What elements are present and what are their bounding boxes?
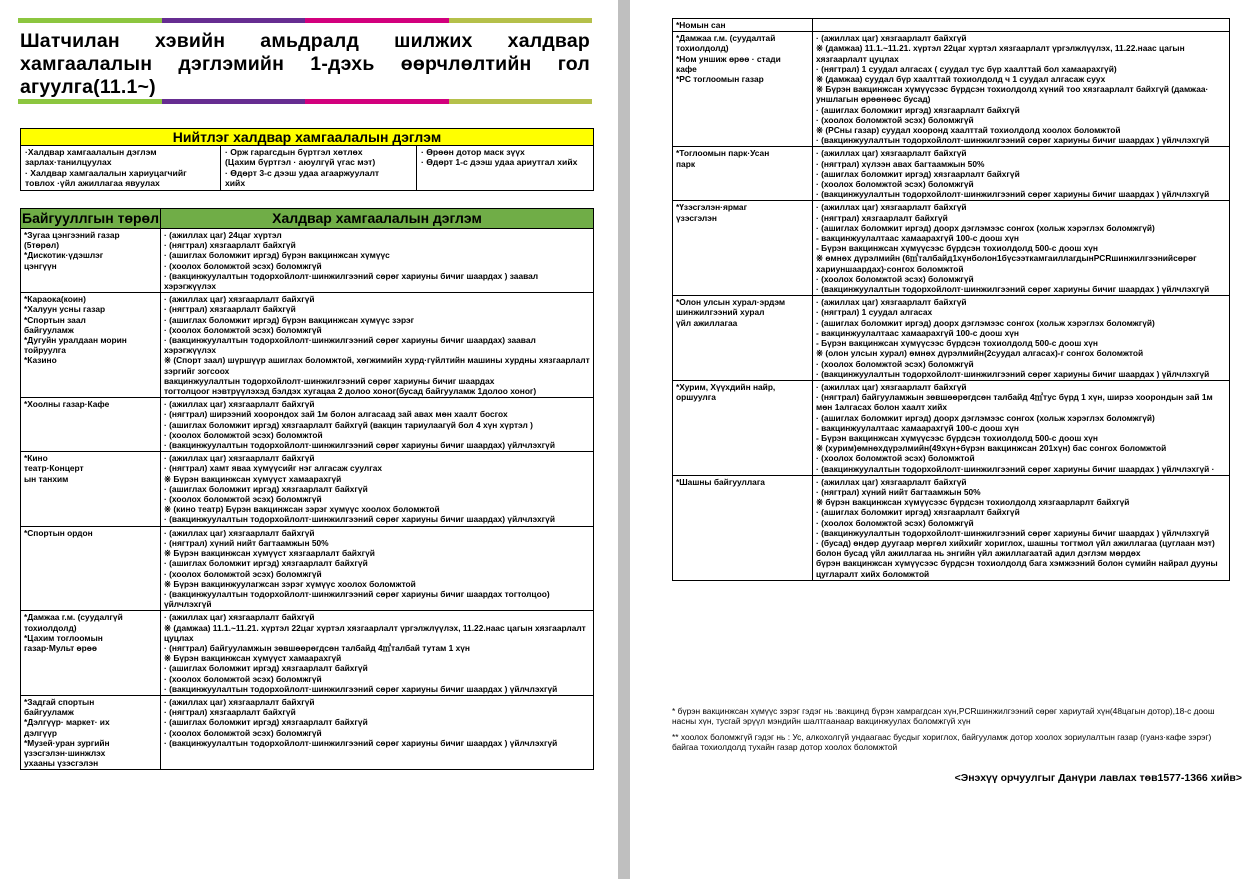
- rule-line: · (нягтрал) 1 суудал алгасах: [816, 307, 933, 318]
- rule-line: · (нягтрал) байгууламжын зөвшөөрөгдсөн талбайд 4㎡тус бүрд 1 хүн, ширээ хоорондын зай 1м мөн 1алгасах болон хаалт хийх: [816, 392, 1213, 413]
- rule-line: · (ашиглах боломжит иргэд) хязгаарлалт байхгүй: [164, 558, 368, 569]
- table-row: [21, 695, 594, 769]
- general-item: · Өдөрт 1-с дээш удаа ариутгал хийх: [421, 157, 578, 168]
- table-row: [21, 229, 594, 293]
- rule-line: · (ажиллах цаг) хязгаарлалт байхгүй: [816, 33, 967, 44]
- rule-line: · (хоолох боломжтой эсэх) боломжгүй: [164, 324, 322, 335]
- rule-line: · (вакцинжуулалтын тодорхойлолт·шинжилгээний сөрөг хариуны бичиг шаардах ) үйлчлэхгүй: [816, 527, 1210, 538]
- facility-type: *Казино: [24, 355, 57, 366]
- facility-type-cell: [673, 201, 813, 296]
- facility-type: *Хурим, Хүүхдийн найр, оршуулга: [676, 381, 776, 403]
- rule-line: ※ Бүрэн вакцинжсан хүмүүст хамаарахгүй: [164, 653, 342, 664]
- rule-line: · (ашиглах боломжит иргэд) бүрэн вакцинжсан хүмүүс зэрэг: [164, 314, 415, 325]
- page-title: Шатчилан хэвийн амьдралд шилжих халдвар хамгаалалын дэглэмийн 1-дэхь өөрчлөлтийн гол агуулга(11.1~): [20, 30, 590, 98]
- general-item: ·Халдвар хамгаалалын дэглэм зарлах·танилцуулах: [25, 147, 157, 168]
- rule-line: · (ажиллах цаг) хязгаарлалт байхгүй: [164, 696, 315, 707]
- rule-line: · (хоолох боломжтой эсэх) боломжгүй: [816, 358, 974, 369]
- rule-line: ※ өмнөх дүрэлмийн (6㎡талбайд1хүнболон1бүсээткамгаиллагдынPCRшинжилгээнийсөрөг хариуншаардах)·сонгох боломжтой: [816, 253, 1197, 274]
- column-header-type: Байгууллгын төрөл: [21, 209, 161, 229]
- facility-type: *Олон улсын хурал·эрдэм шинжилгээний хурал үйл ажиллагаа: [676, 297, 786, 328]
- table-row: [673, 296, 1230, 381]
- table-row: [673, 380, 1230, 475]
- rule-line: · (нягтрал) 1 суудал алгасах ( суудал тус бүр хаалттай бол хамаарахгүй): [816, 63, 1117, 74]
- rules-cell: [813, 380, 1230, 475]
- general-item: · Халдвар хамгаалалын хариуцагчийг товлох ·үйл ажиллагаа явуулах: [25, 167, 187, 189]
- rule-line: ※ (дамжаа) 11.1.~11.21. хүртэл 22цаг хүртэл хязгаарлалт үргэлжлүүлэх, 11.22.наас цагын хязгаарлалт цуцлах: [164, 622, 586, 643]
- facility-type: *Хоолны газар·Кафе: [24, 399, 110, 410]
- facility-type: *Дамжаа г.м. (суудалтай тохиолдолд): [676, 33, 776, 54]
- table-row: [673, 32, 1230, 147]
- rule-line: · (вакцинжуулалтын тодорхойлолт·шинжилгээний сөрөг хариуны бичиг шаардах ) үйлчлэхгүй: [164, 683, 558, 694]
- rules-cell: [813, 201, 1230, 296]
- rule-line: ※ Бүрэн вакцинжсан хүмүүсээс бүрдсэн тохиолдолд хүний тоо хязгаарлалт байхгүй (дамжаа· уншлагын өрөөнөөс бусад): [816, 84, 1209, 105]
- facility-type: *Задгай спортын байгууламж: [24, 696, 95, 718]
- rule-line: · (хоолох боломжтой эсэх) боломжгүй: [164, 727, 322, 738]
- rule-line: · (хоолох боломжтой эсэх) боломжгүй: [816, 273, 974, 284]
- rules-cell: [813, 32, 1230, 147]
- rule-line: · (вакцинжуулалтын тодорхойлолт·шинжилгээний сөрөг хариуны бичиг шаардах ) үйлчлэхгүй: [816, 189, 1210, 200]
- facility-type: *Караока(коин): [24, 294, 86, 305]
- rules-cell: [161, 398, 594, 452]
- rule-line: · (нягтрал) хязгаарлалт байхгүй: [164, 707, 296, 718]
- color-bar-top: [18, 18, 592, 23]
- rule-line: · (вакцинжуулалтын тодорхойлолт·шинжилгээний сөрөг хариуны бичиг шаардах ) үйлчлэхгүй ·: [816, 463, 1215, 474]
- rule-line: · (хоолох боломжтой эсэх) боломжгүй: [816, 179, 974, 190]
- rule-line: · (вакцинжуулалтын тодорхойлолт·шинжилгээний сөрөг хариуны бичиг шаардах тогтолцоо) үйлчлэхгүй: [164, 588, 550, 610]
- rules-table-right: [672, 18, 1230, 581]
- rule-line: · (нягтрал) байгууламжын зөвшөөрөгдсөн талбайд 4㎡талбай тутам 1 хүн: [164, 642, 470, 653]
- facility-type: *Дискотик·үдэшлэг цэнгүүн: [24, 250, 104, 271]
- rules-cell: [161, 611, 594, 696]
- general-item: · Орж гарагсдын бүртгэл хөтлөх (Цахим бүртгэл · аюулгүй үгас мэт): [225, 147, 376, 168]
- rules-cell: [161, 452, 594, 526]
- table-row: [21, 293, 594, 398]
- footnote-star: * бүрэн вакцинжсан хүмүүс зэрэг гэдэг нь :вакцинд бүрэн хамрагдсан хүн,PCRшинжилгээний сөрөг хариутай хүн(48цагын дотор),18-с доош насны хүн, тусгай эрүүл мэндийн шалтгаанаар вакцинжуулах боломжгүй хүн: [672, 706, 1215, 726]
- facility-type-cell: [673, 380, 813, 475]
- table-row: [673, 475, 1230, 580]
- rules-cell: [813, 19, 1230, 32]
- rule-line: · (вакцинжуулалтын тодорхойлолт·шинжилгээний сөрөг хариуны бичиг шаардах) үйлчлэхгүй: [164, 440, 555, 451]
- rule-line: ※ (дамжаа) суудал бүр хаалттай тохиолдолд ч 1 суудал алгасаж суух: [816, 74, 1106, 85]
- rule-line: ※ (Спорт заал) шүршүүр ашиглах боломжтой, хөгжимийн хурд·гүйлтийн машины хурдны хязгаарлалт зэргийг зогсоох: [164, 355, 590, 376]
- rule-line: · (ашиглах боломжит иргэд) хязгаарлалт байхгүй: [164, 663, 368, 674]
- rule-line: · (хоолох боломжтой эсэх) боломжтой: [164, 429, 323, 440]
- rule-line: · (нягтрал) хүлээн авах багтаамжын 50%: [816, 158, 985, 169]
- rule-line: · (вакцинжуулалтын тодорхойлолт·шинжилгээний сөрөг хариуны бичиг шаардах ) үйлчлэхгүй: [164, 737, 558, 748]
- facility-type: *Дамжаа г.м. (суудалгүй тохиолдолд): [24, 612, 123, 633]
- rule-line: · (ашиглах боломжит иргэд) доорх дэглэмээс сонгох (хольж хэрэглэх боломжгүй): [816, 222, 1155, 233]
- table-row: [21, 398, 594, 452]
- facility-type: *Номын сан: [676, 20, 726, 30]
- rule-line: ※ (хурим)өмнөхдүрэлмийн(49хүн+бүрэн вакцинжсан 201хүн) бас сонгох боломжтой: [816, 443, 1167, 454]
- facility-type: *Кино театр·Концерт ын танхим: [24, 453, 84, 484]
- facility-type: *Цахим тоглоомын газар·Мульт өрөө: [24, 632, 103, 653]
- rule-line: - Бүрэн вакцинжсан хүмүүсээс бүрдсэн тохиолдолд 500-с доош хүн: [816, 338, 1098, 349]
- facility-type-cell: [673, 475, 813, 580]
- rules-cell: [161, 293, 594, 398]
- rule-line: · (ашиглах боломжит иргэд) доорх дэглэмээс сонгох (хольж хэрэглэх боломжгүй): [816, 412, 1155, 423]
- rule-line: · (ажиллах цаг) хязгаарлалт байхгүй: [816, 297, 967, 308]
- rules-cell: [161, 695, 594, 769]
- facility-type: *Үзэсгэлэн·ярмаг үзэсгэлэн: [676, 202, 748, 223]
- rule-line: · (хоолох боломжтой эсэх) боломжгүй: [164, 494, 322, 505]
- rules-cell: [813, 296, 1230, 381]
- rule-line: · (нягтрал) хүний нийт багтаамжын 50%: [164, 537, 329, 548]
- rule-line: · (ашиглах боломжит иргэд) доорх дэглэмээс сонгох (хольж хэрэглэх боломжгүй): [816, 317, 1155, 328]
- rule-line: · (ажиллах цаг) хязгаарлалт байхгүй: [164, 294, 315, 305]
- rule-line: · (ашиглах боломжит иргэд) хязгаарлалт байхгүй: [816, 507, 1020, 518]
- facility-type-cell: [673, 32, 813, 147]
- rule-line: · (ашиглах боломжит иргэд) хязгаарлалт байхгүй: [816, 168, 1020, 179]
- rule-line: · (хоолох боломжтой эсэх) боломжгүй: [816, 114, 974, 125]
- rule-line: · (хоолох боломжтой эсэх) боломжтой: [816, 453, 975, 464]
- table-row: [21, 452, 594, 526]
- rule-line: ※ (PCны газар) суудал хооронд хаалттай тохиолдолд хоолох боломжтой: [816, 125, 1121, 136]
- rule-line: · (нягтрал) ширээний хоорондох зай 1м болон алгасаад зай авах мөн хаалт босгох: [164, 409, 508, 420]
- rule-line: ※ (дамжаа) 11.1.~11.21. хүртэл 22цаг хүртэл хязгаарлалт үргэлжлүүлэх, 11.22.наас цагын хязгаарлалт цуцлах: [816, 43, 1185, 64]
- rule-line: · (хоолох боломжтой эсэх) боломжгүй: [164, 673, 322, 684]
- rule-line: · (ашиглах боломжит иргэд) хязгаарлалт байхгүй (вакцин тариулаагүй бол 4 хүн хүртэл ): [164, 419, 533, 430]
- rule-line: ※ Бүрэн вакцинжуулагжсан зэрэг хүмүүс хоолох боломжтой: [164, 578, 416, 589]
- rule-line: · (вакцинжуулалтын тодорхойлолт·шинжилгээний сөрөг хариуны бичиг шаардах) заавал хэрэгжүүлэх: [164, 335, 536, 356]
- rule-line: · (ажиллах цаг) хязгаарлалт байхгүй: [816, 202, 967, 213]
- facility-type-cell: [21, 398, 161, 452]
- rule-line: ※ Бүрэн вакцинжсан хүмүүст хязгаарлалт байхгүй: [164, 548, 375, 559]
- rule-line: · (ашиглах боломжит иргэд) хязгаарлалт байхгүй: [164, 483, 368, 494]
- rule-line: - вакцинжуулалтаас хамаарахгүй 100-с доош хүн: [816, 327, 1019, 338]
- rule-line: вакцинжуулалтын тодорхойлолт·шинжилгээний сөрөг хариуны бичиг шаардах: [164, 375, 495, 386]
- general-rules-header: Нийтлэг халдвар хамгаалалын дэглэм: [21, 129, 593, 146]
- translation-credit: <Энэхүү орчуулгыг Данүри лавлах төв1577-1366 хийв>: [954, 772, 1242, 784]
- facility-type: *Шашны байгууллага: [676, 476, 765, 487]
- rule-line: · (ашиглах боломжит иргэд) хязгаарлалт байхгүй: [816, 104, 1020, 115]
- rule-line: - вакцинжуулалтаас хамаарахгүй 100-с доош хүн: [816, 422, 1019, 433]
- rule-line: · (нягтрал) хязгаарлалт байхгүй: [164, 240, 296, 251]
- rule-line: · (вакцинжуулалтын тодорхойлолт·шинжилгээний сөрөг хариуны бичиг шаардах ) үйлчлэхгүй: [816, 368, 1210, 379]
- facility-type: *Спортын ордон: [24, 527, 93, 538]
- rules-cell: [813, 147, 1230, 201]
- rule-line: · (нягтрал) хязгаарлалт байхгүй: [164, 304, 296, 315]
- rule-line: · (хоолох боломжтой эсэх) боломжгүй: [816, 517, 974, 528]
- facility-type: *Дугуйн уралдаан морин тойруулга: [24, 335, 127, 356]
- general-col-2: [221, 146, 417, 190]
- rule-line: - Бүрэн вакцинжсан хүмүүсээс бүрдсэн тохиолдолд 500-с доош хүн: [816, 432, 1098, 443]
- facility-type: *Халуун усны газар: [24, 304, 106, 315]
- facility-type: *Дэлгүүр· маркет· их дэлгүүр: [24, 717, 110, 738]
- facility-type: *PC тоглоомын газар: [676, 74, 764, 85]
- facility-type-cell: [673, 19, 813, 32]
- table-row: [673, 19, 1230, 32]
- facility-type: *Тоглоомын парк·Усан парк: [676, 148, 770, 169]
- rule-line: ※ (кино театр) Бүрэн вакцинжсан зэрэг хүмүүс хоолох боломжтой: [164, 504, 440, 515]
- rule-line: тогтолцоог нэвтрүүлэхэд бэлдэх хугацаа 2 долоо хоног(бусад байгууламж 1долоо хоног): [164, 386, 537, 397]
- table-row: [21, 611, 594, 696]
- facility-type-cell: [21, 611, 161, 696]
- rules-table-left: [20, 208, 594, 770]
- footnote-double-star: ** хоолох боломжгүй гэдэг нь : Ус, алкохолгүй ундаагаас бусдыг хориглох, байгууламж дотор хоолох зориулалтын газар (гуанз·кафе зэрэг) байгаа тохиолдолд тухайн газар дотор хоолох боломжтой: [672, 732, 1212, 752]
- rule-line: · (нягтрал) хамт яваа хүмүүсийг нэг алгасаж суулгах: [164, 463, 383, 474]
- rule-line: - вакцинжуулалтаас хамаарахгүй 100-с доош хүн: [816, 233, 1019, 244]
- rule-line: ※ (олон улсын хурал) өмнөх дүрэлмийн(2суудал алгасах)-г сонгох боломжтой: [816, 348, 1144, 359]
- rule-line: · (ажиллах цаг) хязгаарлалт байхгүй: [816, 148, 967, 159]
- general-rules-box: [20, 128, 594, 191]
- general-col-1: [21, 146, 221, 190]
- rule-line: - Бүрэн вакцинжсан хүмүүсээс бүрдсэн тохиолдолд 500-с доош хүн: [816, 243, 1098, 254]
- facility-type: *Ном уншиж өрөө · стади кафе: [676, 53, 781, 74]
- facility-type-cell: [21, 293, 161, 398]
- facility-type-cell: [21, 452, 161, 526]
- table-row: [21, 526, 594, 611]
- rule-line: · (ашиглах боломжит иргэд) хязгаарлалт байхгүй: [164, 717, 368, 728]
- rule-line: · (нягтрал) хүний нийт багтаамжын 50%: [816, 486, 981, 497]
- rule-line: · (хоолох боломжтой эсэх) боломжгүй: [164, 260, 322, 271]
- facility-type: *Спортын заал байгууламж: [24, 314, 86, 335]
- rule-line: · (вакцинжуулалтын тодорхойлолт·шинжилгээний сөрөг хариуны бичиг шаардах ) үйлчлэхгүй: [816, 284, 1210, 295]
- rules-cell: [161, 526, 594, 611]
- rule-line: · (хоолох боломжтой эсэх) боломжгүй: [164, 568, 322, 579]
- color-bar-bottom: [18, 99, 592, 104]
- rule-line: · (нягтрал) хязгаарлалт байхгүй: [816, 212, 948, 223]
- rule-line: · (ажиллах цаг) хязгаарлалт байхгүй: [816, 381, 967, 392]
- facility-type: *Музей·уран зургийн үзэсгэлэн·шинжлэх ухааны үзэсгэлэн: [24, 737, 110, 769]
- rule-line: · (ажиллах цаг) хязгаарлалт байхгүй: [816, 476, 967, 487]
- rule-line: · (вакцинжуулалтын тодорхойлолт·шинжилгээний сөрөг хариуны бичиг шаардах ) үйлчлэхгүй: [816, 135, 1210, 146]
- rule-line: · (ажиллах цаг) хязгаарлалт байхгүй: [164, 453, 315, 464]
- rule-line: · (ажиллах цаг) 24цаг хүртэл: [164, 230, 282, 240]
- facility-type-cell: [21, 526, 161, 611]
- rules-cell: [813, 475, 1230, 580]
- general-item: · Өдөрт 3-с дээш удаа агааржуулалт хийх: [225, 167, 380, 189]
- general-col-3: [417, 146, 593, 190]
- left-page: [0, 0, 618, 879]
- facility-type-cell: [673, 147, 813, 201]
- facility-type: *Зугаа цэнгээний газар (5төрөл): [24, 230, 120, 251]
- rule-line: ※ бүрэн вакцинжсан хүмүүсээс бүрдсэн тохиолдолд хязгаарларлт байхгүй: [816, 497, 1130, 508]
- rule-line: · (ажиллах цаг) хязгаарлалт байхгүй: [164, 527, 315, 538]
- rule-line: · (ашиглах боломжит иргэд) бүрэн вакцинжсан хүмүүс: [164, 250, 390, 261]
- rule-line: · (бусад) өндөр дуугаар мөргөл хийхийг хориглох, шашны тогтмол үйл ажиллагаа (цуглаан мэт) болон бусад үйл ажиллагаа нь энгийн үйл ажиллагаатай адил дэглэм мөрдөх: [816, 537, 1215, 559]
- facility-type-cell: [21, 229, 161, 293]
- rule-line: · (ажиллах цаг) хязгаарлалт байхгүй: [164, 399, 315, 410]
- general-item: · Өрөөн дотор маск зүүх: [421, 147, 525, 157]
- facility-type-cell: [21, 695, 161, 769]
- rule-line: бүрэн вакцинжсан хүмүүсээс бүрдсэн тохиолдолд бага хэмжээний болон сүмийн найрал дууны цугларалт хийх боломжтой: [816, 558, 1218, 579]
- facility-type-cell: [673, 296, 813, 381]
- rules-cell: [161, 229, 594, 293]
- rule-line: ※ Бүрэн вакцинжсан хүмүүст хамаарахгүй: [164, 473, 342, 484]
- column-header-rules: Халдвар хамгаалалын дэглэм: [161, 209, 594, 229]
- rule-line: · (ажиллах цаг) хязгаарлалт байхгүй: [164, 612, 315, 623]
- rule-line: · (вакцинжуулалтын тодорхойлолт·шинжилгээний сөрөг хариуны бичиг шаардах) үйлчлэхгүй: [164, 514, 555, 525]
- table-row: [673, 147, 1230, 201]
- rule-line: · (вакцинжуулалтын тодорхойлолт·шинжилгээний сөрөг хариуны бичиг шаардах ) заавал хэрэгжүүлэх: [164, 270, 539, 292]
- table-row: [673, 201, 1230, 296]
